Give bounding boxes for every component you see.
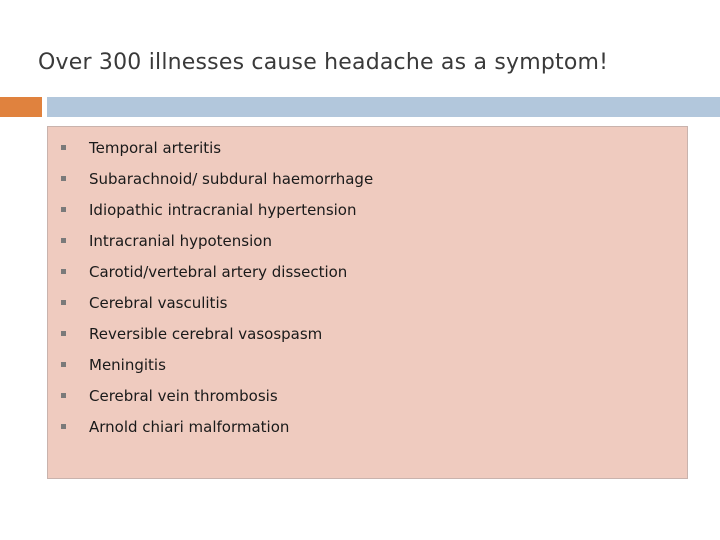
list-item-text: Meningitis [89,355,166,374]
square-bullet-icon [61,331,66,336]
square-bullet-icon [61,145,66,150]
list-item-text: Reversible cerebral vasospasm [89,324,323,343]
square-bullet-icon [61,393,66,398]
list-item-text: Cerebral vein thrombosis [89,386,278,405]
list-item [58,349,373,380]
list-item-text: Intracranial hypotension [89,231,272,250]
square-bullet-icon [61,424,66,429]
list-item [58,225,373,256]
square-bullet-icon [61,269,66,274]
list-item [58,411,373,442]
list-item-text: Carotid/vertebral artery dissection [89,262,348,281]
square-bullet-icon [61,362,66,367]
list-item [58,132,373,163]
bullet-list [58,132,373,442]
list-item-text: Subarachnoid/ subdural haemorrhage [89,169,374,188]
list-item-text: Idiopathic intracranial hypertension [89,200,357,219]
list-item-text: Temporal arteritis [89,138,222,157]
content-box [47,126,688,479]
list-item [58,163,373,194]
square-bullet-icon [61,176,66,181]
square-bullet-icon [61,300,66,305]
list-item-text: Cerebral vasculitis [89,293,228,312]
list-item [58,194,373,225]
list-item [58,318,373,349]
accent-bar-blue [47,97,720,117]
square-bullet-icon [61,207,66,212]
list-item-text: Arnold chiari malformation [89,417,290,436]
accent-bar-orange [0,97,42,117]
list-item [58,256,373,287]
list-item [58,380,373,411]
list-item [58,287,373,318]
slide-title: Over 300 illnesses cause headache as a symptom! [38,50,609,75]
square-bullet-icon [61,238,66,243]
